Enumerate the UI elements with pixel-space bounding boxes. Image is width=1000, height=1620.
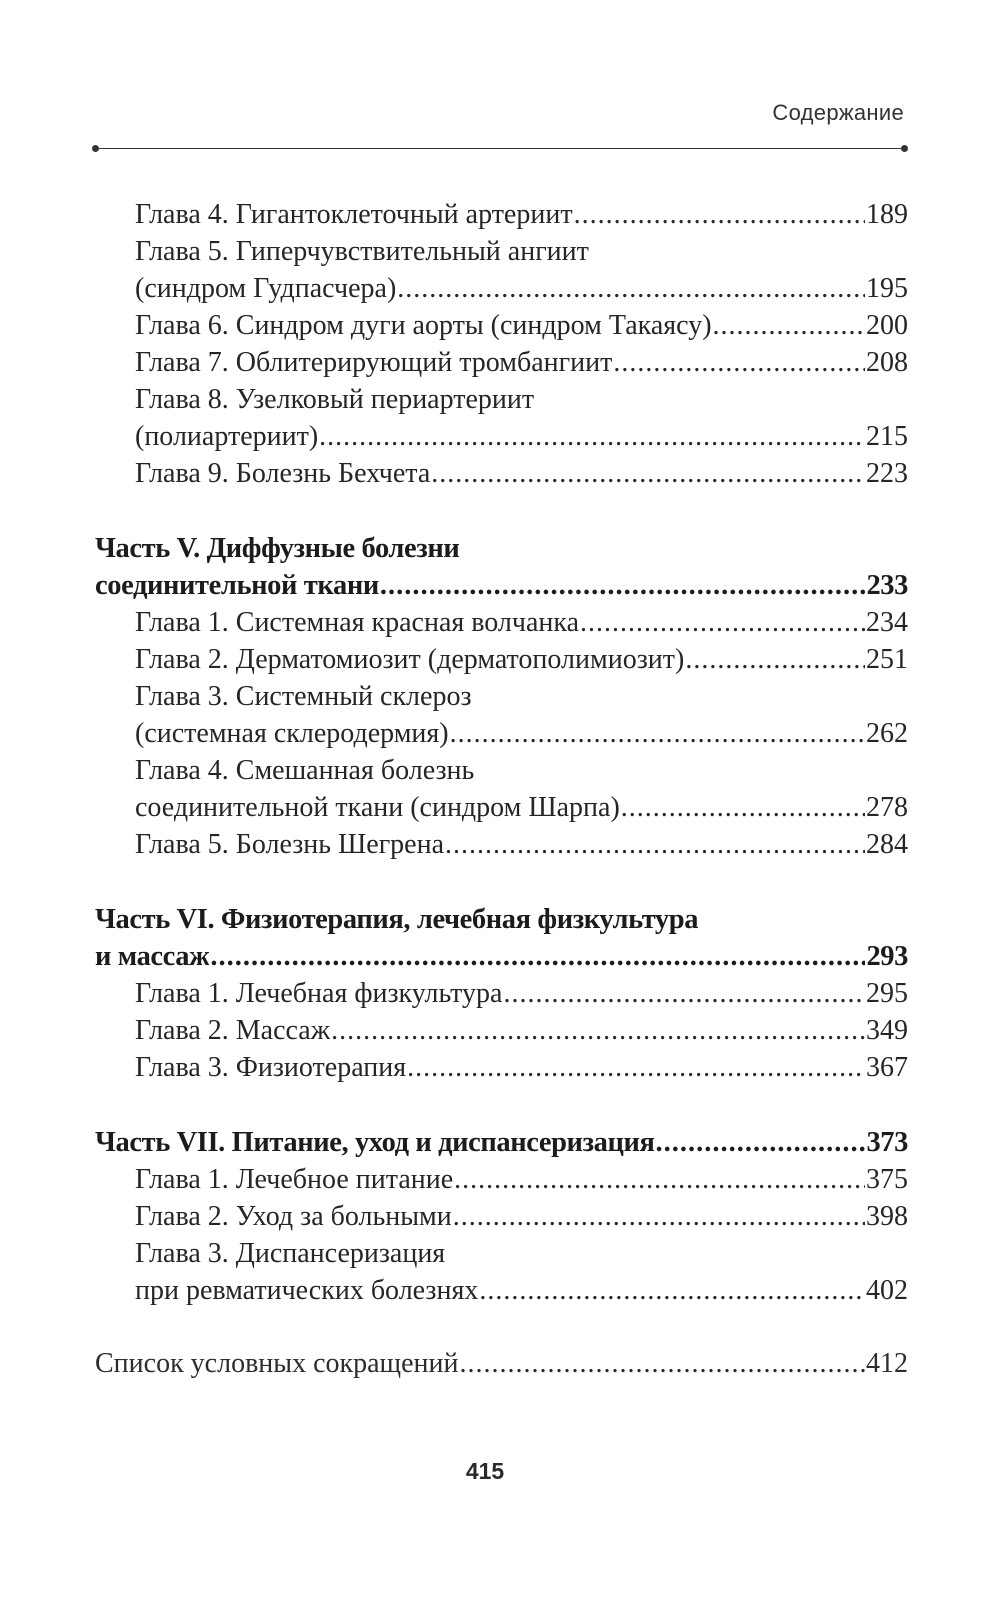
toc-entry-page: 375: [866, 1164, 908, 1195]
toc-entry-ch7[interactable]: [95, 344, 908, 381]
toc-entry-ch5-line2[interactable]: [95, 270, 908, 307]
toc-entry[interactable]: [95, 604, 908, 641]
toc-entry-title: (полиартериит): [135, 421, 319, 452]
toc-entry-line1[interactable]: [95, 678, 908, 715]
toc-entry-title: (синдром Гудпасчера): [135, 273, 397, 304]
toc-entry-title: (системная склеродермия): [135, 718, 449, 749]
toc-entry-page: 251: [866, 644, 908, 675]
part-title: Часть V. Диффузные болезни: [95, 533, 460, 564]
dot-leader: [454, 1161, 865, 1198]
toc-entry-title: Глава 3. Физиотерапия: [135, 1052, 407, 1083]
toc-entry-title: Глава 4. Смешанная болезнь: [135, 755, 475, 786]
running-head: Содержание: [772, 100, 904, 125]
toc-entry-ch6[interactable]: [95, 307, 908, 344]
toc-entry[interactable]: [95, 975, 908, 1012]
dot-leader: [331, 1012, 865, 1049]
header-rule: [95, 148, 905, 149]
toc-entry-page: 295: [866, 978, 908, 1009]
toc-entry-title: Глава 2. Массаж: [135, 1015, 331, 1046]
toc-entry-title: Глава 5. Гиперчувствительный ангиит: [135, 236, 589, 267]
dot-leader: [319, 418, 865, 455]
dot-leader: [479, 1272, 865, 1309]
toc-entry[interactable]: [95, 1049, 908, 1086]
toc-entry-title: Глава 3. Диспансеризация: [135, 1238, 446, 1269]
toc-entry-title: Глава 3. Системный склероз: [135, 681, 472, 712]
toc-entry-page: 189: [866, 199, 908, 230]
toc-entry[interactable]: [95, 1198, 908, 1235]
part-page: 293: [866, 941, 908, 972]
toc-entry-ch8-line2[interactable]: [95, 418, 908, 455]
toc-entry-page: 262: [866, 718, 908, 749]
toc-entry[interactable]: [95, 641, 908, 678]
page-number: 415: [465, 1458, 505, 1484]
toc-entry-title: при ревматических болезнях: [135, 1275, 479, 1306]
toc-entry-page: 215: [866, 421, 908, 452]
part-page: 373: [866, 1127, 908, 1158]
toc-entry-title: соединительной ткани (синдром Шарпа): [135, 792, 620, 823]
toc-entry-page: 398: [866, 1201, 908, 1232]
toc-entry-page: 223: [866, 458, 908, 489]
part7-section: [95, 1124, 908, 1309]
dot-leader: [431, 455, 865, 492]
toc-entry[interactable]: [95, 1161, 908, 1198]
table-of-contents: [95, 196, 908, 1382]
part4-chapter-list: [95, 196, 908, 492]
dot-leader: [380, 567, 866, 604]
part-title: Часть VII. Питание, уход и диспансеризация: [95, 1127, 655, 1158]
toc-entry-page: 208: [866, 347, 908, 378]
toc-entry-title: Глава 1. Лечебная физкультура: [135, 978, 503, 1009]
dot-leader: [450, 715, 865, 752]
toc-entry-title: Глава 5. Болезнь Шегрена: [135, 829, 445, 860]
part-heading-line1[interactable]: [95, 901, 908, 938]
dot-leader: [613, 344, 865, 381]
part-heading-line2[interactable]: [95, 938, 908, 975]
toc-entry-title: Глава 8. Узелковый периартериит: [135, 384, 535, 415]
part-title: Часть VI. Физиотерапия, лечебная физкультура: [95, 904, 699, 935]
part5-section: [95, 530, 908, 863]
toc-entry-ch8-line1[interactable]: [95, 381, 908, 418]
part-page: 233: [866, 570, 908, 601]
dot-leader: [397, 270, 865, 307]
part-heading-line2[interactable]: [95, 567, 908, 604]
toc-entry-line2[interactable]: [95, 715, 908, 752]
toc-entry-page: 195: [866, 273, 908, 304]
toc-entry[interactable]: [95, 826, 908, 863]
toc-entry-title: Глава 1. Системная красная волчанка: [135, 607, 580, 638]
toc-entry-title: Глава 4. Гигантоклеточный артериит: [135, 199, 573, 230]
dot-leader: [713, 307, 865, 344]
toc-entry-page: 200: [866, 310, 908, 341]
toc-entry-line2[interactable]: [95, 789, 908, 826]
dot-leader: [503, 975, 865, 1012]
toc-entry-ch5-line1[interactable]: [95, 233, 908, 270]
dot-leader: [685, 641, 865, 678]
toc-entry-line1[interactable]: [95, 752, 908, 789]
dot-leader: [656, 1124, 866, 1161]
toc-entry-line2[interactable]: [95, 1272, 908, 1309]
dot-leader: [621, 789, 865, 826]
toc-entry-page: 284: [866, 829, 908, 860]
dot-leader: [210, 938, 865, 975]
part-title: и массаж: [95, 941, 210, 972]
toc-entry-title: Глава 6. Синдром дуги аорты (синдром Такаясу): [135, 310, 712, 341]
toc-entry-page: 278: [866, 792, 908, 823]
dot-leader: [580, 604, 865, 641]
part-title: соединительной ткани: [95, 570, 379, 601]
toc-entry-title: Глава 2. Дерматомиозит (дерматополимиозит): [135, 644, 685, 675]
part-heading-line1[interactable]: [95, 530, 908, 567]
toc-entry-page: 367: [866, 1052, 908, 1083]
toc-entry-abbreviations[interactable]: [95, 1345, 908, 1382]
dot-leader: [453, 1198, 865, 1235]
abbreviations-section: [95, 1345, 908, 1382]
toc-entry-line1[interactable]: [95, 1235, 908, 1272]
part6-section: [95, 901, 908, 1086]
dot-leader: [574, 196, 865, 233]
dot-leader: [460, 1345, 866, 1382]
dot-leader: [407, 1049, 865, 1086]
toc-entry-title: Глава 7. Облитерирующий тромбангиит: [135, 347, 613, 378]
toc-entry[interactable]: [95, 1012, 908, 1049]
part-heading[interactable]: [95, 1124, 908, 1161]
toc-entry-title: Глава 1. Лечебное питание: [135, 1164, 454, 1195]
toc-entry-page: 234: [866, 607, 908, 638]
toc-entry-title: Список условных сокращений: [95, 1348, 459, 1379]
dot-leader: [445, 826, 865, 863]
toc-entry-ch9[interactable]: [95, 455, 908, 492]
toc-entry-page: 349: [866, 1015, 908, 1046]
toc-entry-ch4[interactable]: [95, 196, 908, 233]
toc-entry-title: Глава 9. Болезнь Бехчета: [135, 458, 431, 489]
toc-entry-title: Глава 2. Уход за больными: [135, 1201, 452, 1232]
toc-entry-page: 402: [866, 1275, 908, 1306]
toc-entry-page: 412: [866, 1348, 908, 1379]
